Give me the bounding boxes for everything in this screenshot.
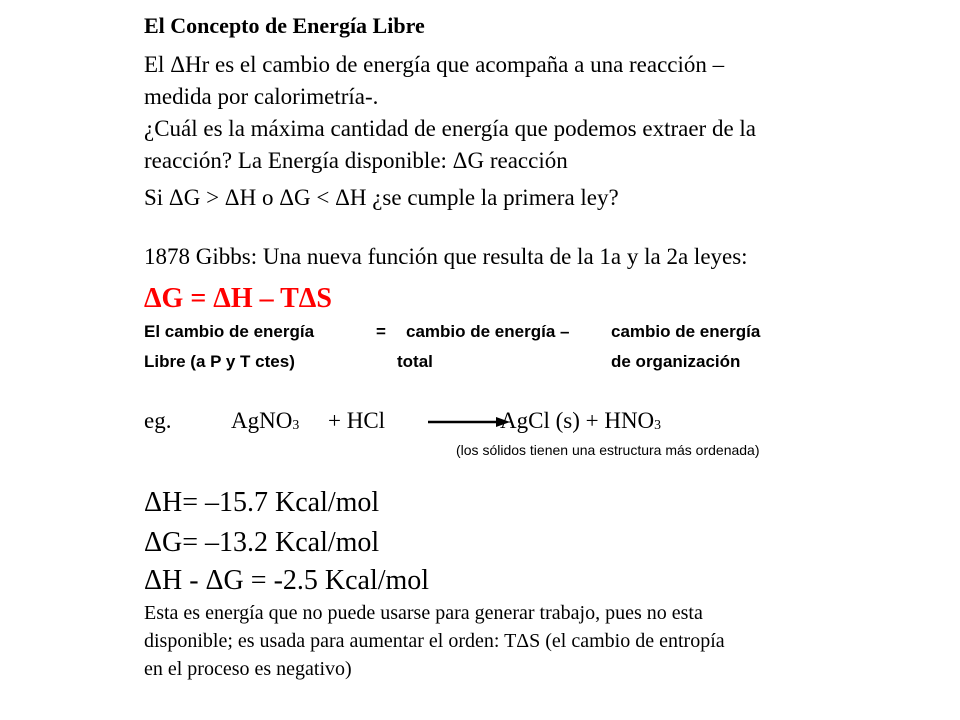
reactant-agno3 <box>231 408 299 434</box>
conclusion-line-1: Esta es energía que no puede usarse para generar trabajo, pues no esta <box>144 602 703 624</box>
products <box>500 408 661 434</box>
intro-line-4: reacción? La Energía disponible: ΔG reacción <box>144 148 568 173</box>
reactant-agno3-subscript: 3 <box>292 417 300 433</box>
products-text: AgCl (s) + HNO <box>500 408 655 433</box>
products-subscript: 3 <box>654 417 662 433</box>
definition-equals: = <box>376 322 386 341</box>
intro-line-5: Si ΔG > ΔH o ΔG < ΔH ¿se cumple la primera ley? <box>144 185 619 210</box>
result-difference: ΔH - ΔG = -2.5 Kcal/mol <box>144 565 430 596</box>
intro-line-3: ¿Cuál es la máxima cantidad de energía que podemos extraer de la <box>144 116 757 141</box>
reaction-arrow-icon <box>428 414 510 430</box>
reactant-hcl: + HCl <box>328 408 386 433</box>
slide-title: El Concepto de Energía Libre <box>144 13 425 38</box>
example-prefix: eg. <box>144 408 172 433</box>
definition-total: cambio de energía – <box>406 322 570 341</box>
definition-total-label: total <box>397 352 433 371</box>
result-delta-g: ΔG= –13.2 Kcal/mol <box>144 527 380 558</box>
intro-line-2: medida por calorimetría-. <box>144 84 379 109</box>
reactant-agno3-text: AgNO <box>231 408 293 433</box>
gibbs-equation: ΔG = ΔH – TΔS <box>144 283 332 314</box>
intro-line-1: El ΔHr es el cambio de energía que acompaña a una reacción – <box>144 52 725 77</box>
result-delta-h: ΔH= –15.7 Kcal/mol <box>144 487 380 518</box>
conclusion-line-2: disponible; es usada para aumentar el orden: TΔS (el cambio de entropía <box>144 630 725 652</box>
gibbs-intro: 1878 Gibbs: Una nueva función que resulta de la 1a y la 2a leyes: <box>144 244 748 269</box>
definition-free-energy: El cambio de energía <box>144 322 315 341</box>
definition-organization-label: de organización <box>611 352 741 371</box>
example-note: (los sólidos tienen una estructura más ordenada) <box>456 442 760 458</box>
conclusion-line-3: en el proceso es negativo) <box>144 658 352 680</box>
definition-free-energy-cond: Libre (a P y T ctes) <box>144 352 295 371</box>
definition-organization: cambio de energía <box>611 322 761 341</box>
